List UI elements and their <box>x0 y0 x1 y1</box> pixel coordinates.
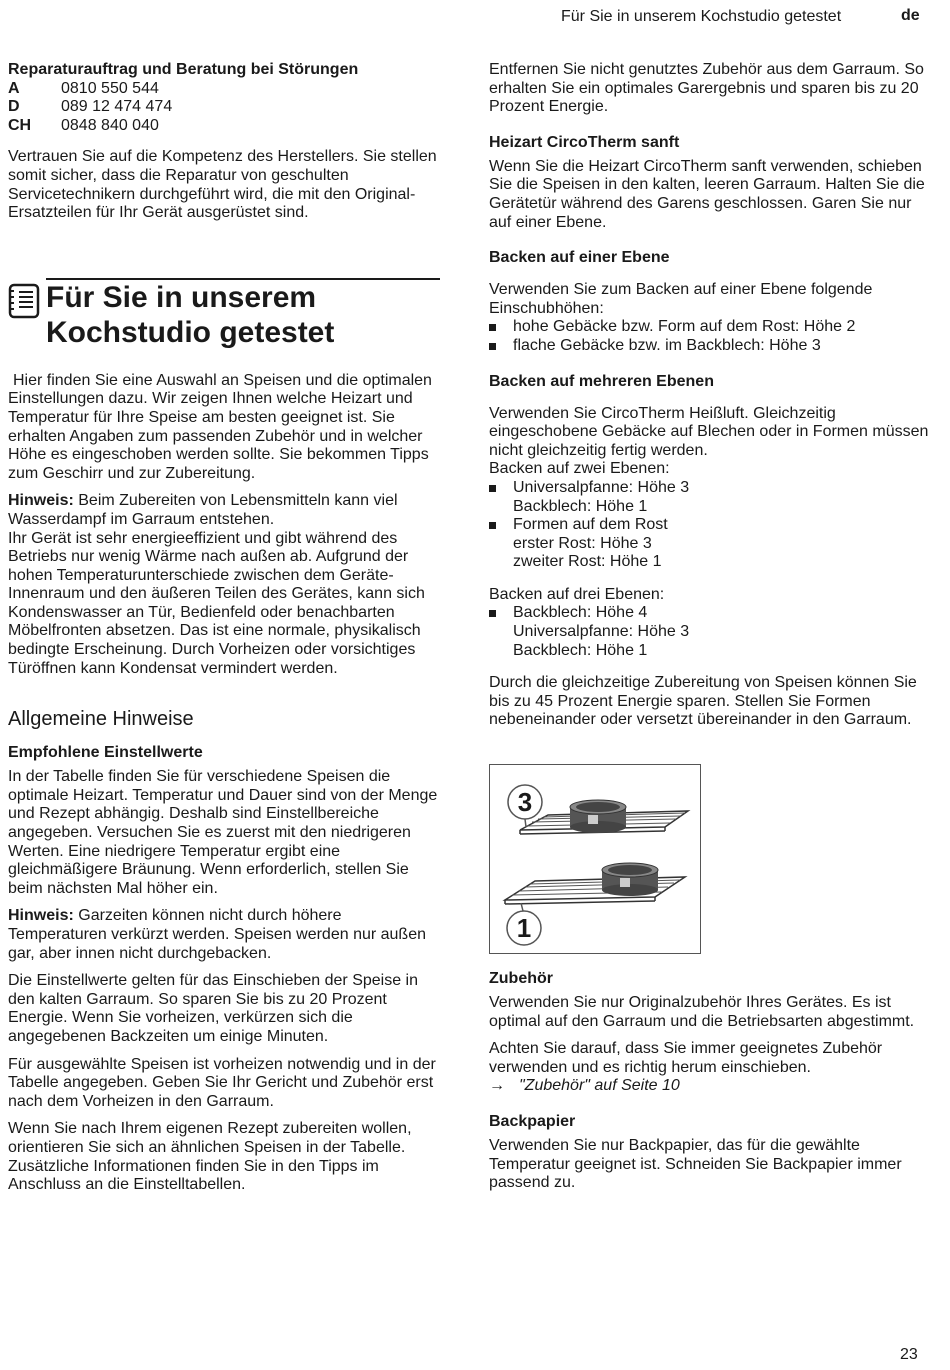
general-paragraph: Wenn Sie nach Ihrem eigenen Rezept zubereiten wollen, orientieren Sie sich an ähnlichen Speisen in der Tabelle. Zusätzliche Informationen finden Sie in den Tipps im Anschluss an die Einstelltabellen. <box>8 1120 412 1194</box>
oven-racks-figure <box>489 764 701 954</box>
one-level-list <box>489 318 929 355</box>
language-tag: de <box>901 7 920 24</box>
general-title: Allgemeine Hinweise <box>8 708 194 731</box>
section-heading <box>8 280 440 350</box>
three-levels-label: Backen auf drei Ebenen: <box>489 585 665 603</box>
right-column-lower <box>489 969 929 1193</box>
list-item: flache Gebäcke bzw. im Backblech: Höhe 3 <box>489 337 929 356</box>
list-line: Backblech: Höhe 1 <box>513 641 648 659</box>
note-label: Hinweis: <box>8 907 74 925</box>
note-text: Beim Zubereiten von Lebensmitteln kann viel Wasserdampf im Garraum entstehen. <box>8 492 398 528</box>
phone-row <box>8 80 440 99</box>
one-level-title: Backen auf einer Ebene <box>489 249 670 267</box>
phone-row <box>8 117 440 136</box>
note-text: Garzeiten können nicht durch höhere Temperaturen verkürzt werden. Speisen werden nur außen gar, aber innen nicht durchgebacken. <box>8 907 426 962</box>
circotherm-text: Wenn Sie die Heizart CircoTherm sanft verwenden, schieben Sie die Speisen in den kalten, leeren Garraum. Halten Sie die Gerätetür während des Garens geschlossen. Garen Sie nur auf einer Ebene. <box>489 157 925 231</box>
section-title <box>46 280 334 350</box>
right-paragraph: Entfernen Sie nicht genutztes Zubehör aus dem Garraum. So erhalten Sie ein optimales Garergebnis und sparen bis zu 20 Prozent Energie. <box>489 61 924 116</box>
phone-country: D <box>8 98 20 116</box>
baking-paper-text: Verwenden Sie nur Backpapier, das für die gewählte Temperatur geeignet ist. Schneiden Sie Backpapier immer passend zu. <box>489 1136 902 1192</box>
arrow-right-icon: → <box>489 1077 505 1095</box>
accessory-text: Achten Sie darauf, dass Sie immer geeignetes Zubehör verwenden und es richtig herum einschieben. <box>489 1040 883 1076</box>
running-header: Für Sie in unserem Kochstudio getestet <box>561 8 842 25</box>
multi-level-title: Backen auf mehreren Ebenen <box>489 372 714 390</box>
list-item <box>489 604 929 660</box>
book-icon <box>8 283 42 319</box>
recommended-text: In der Tabelle finden Sie für verschiedene Speisen die optimale Heizart. Temperatur und Dauer sind von der Menge und Rezept abhängig. Deshalb sind Einstellbereiche angegeben. Versuchen Sie es zuerst mit den niedrigeren Werten. Eine niedrigere Temperatur ergibt eine gleichmäßigere Bräunung. Wenn erforderlich, stellen Sie beim nächsten Mal höher ein. <box>8 768 438 897</box>
accessory-text: Verwenden Sie nur Originalzubehör Ihres Gerätes. Es ist optimal auf den Garraum und die Betriebsarten abgestimmt. <box>489 994 915 1030</box>
list-item <box>489 516 929 572</box>
section-block <box>8 278 440 350</box>
three-levels-list <box>489 604 929 660</box>
two-levels-list <box>489 479 929 572</box>
one-level-text: Verwenden Sie zum Backen auf einer Ebene folgende Einschubhöhen: <box>489 281 873 317</box>
note-more: Ihr Gerät ist sehr energieeffizient und gibt während des Betriebs nur wenig Wärme nach außen ab. Aufgrund der hohen Temperaturunterschiede zwischen dem Geräte-Innenraum und den äußeren Teilen des Gerätes, kann sich Kondenswasser an Tür, Bedienfeld oder benachbarten Möbelfronten absetzen. Das ist eine normale, physikalisch bedingte Erscheinung. Durch Vorheizen oder vorsichtiges Türöffnen kann Kondensat vermindert werden. <box>8 529 425 677</box>
list-line: Formen auf dem Rost <box>513 516 668 534</box>
left-column <box>8 61 440 1195</box>
phone-country: A <box>8 79 20 97</box>
note-paragraph <box>8 907 440 963</box>
phone-number: 0810 550 544 <box>61 79 159 97</box>
multi-level-text: Verwenden Sie CircoTherm Heißluft. Gleichzeitig eingeschobene Gebäcke auf Blechen oder in Formen müssen nicht gleichzeitig fertig werden. <box>489 404 929 459</box>
phone-list <box>8 80 440 136</box>
cake-tin-icon <box>570 800 626 833</box>
list-line: Universalpfanne: Höhe 3 <box>513 623 690 641</box>
phone-country: CH <box>8 116 32 134</box>
level-label: 1 <box>516 913 532 943</box>
list-line: Universalpfanne: Höhe 3 <box>513 478 690 496</box>
recommended-title: Empfohlene Einstellwerte <box>8 744 203 762</box>
level-badge-1 <box>507 903 541 945</box>
page-number: 23 <box>900 1346 918 1363</box>
baking-paper-title: Backpapier <box>489 1112 576 1130</box>
list-line: Backblech: Höhe 4 <box>513 604 648 622</box>
level-label: 3 <box>517 787 533 817</box>
note-label: Hinweis: <box>8 492 74 510</box>
list-line: zweiter Rost: Höhe 1 <box>513 553 662 571</box>
list-item: hohe Gebäcke bzw. Form auf dem Rost: Höhe 2 <box>489 318 929 337</box>
oven-racks-illustration <box>490 765 700 953</box>
phone-row <box>8 98 440 117</box>
cross-reference <box>489 1077 929 1096</box>
phone-number: 0848 840 040 <box>61 116 159 134</box>
repair-title: Reparaturauftrag und Beratung bei Störungen <box>8 61 359 78</box>
circotherm-title: Heizart CircoTherm sanft <box>489 133 680 151</box>
section-title-line: Für Sie in unserem <box>46 280 317 314</box>
accessory-title: Zubehör <box>489 970 553 987</box>
two-levels-label: Backen auf zwei Ebenen: <box>489 460 670 478</box>
cross-reference-link[interactable]: "Zubehör" auf Seite 10 <box>519 1077 680 1095</box>
general-paragraph: Für ausgewählte Speisen ist vorheizen notwendig und in der Tabelle angegeben. Geben Sie Ihr Gericht und Zubehör erst nach dem Vorheizen in den Garraum. <box>8 1055 436 1110</box>
list-line: erster Rost: Höhe 3 <box>513 534 652 552</box>
multi-level-end: Durch die gleichzeitige Zubereitung von Speisen können Sie bis zu 45 Prozent Energie sparen. Stellen Sie Formen nebeneinander oder versetzt übereinander in den Garraum. <box>489 674 917 729</box>
repair-text: Vertrauen Sie auf die Kompetenz des Herstellers. Sie stellen somit sicher, dass die Reparatur von geschulten Servicetechnikern durchgeführt wird, die mit den Original-Ersatzteilen für Ihr Gerät ausgerüstet sind. <box>8 148 437 222</box>
right-column <box>489 61 929 730</box>
general-paragraph: Die Einstellwerte gelten für das Einschieben der Speise in den kalten Garraum. So sparen Sie bis zu 20 Prozent Energie. Wenn Sie vorheizen, verkürzen sich die angegebenen Backzeiten um einige Minuten. <box>8 972 419 1045</box>
list-line: Backblech: Höhe 1 <box>513 497 648 515</box>
list-item <box>489 479 929 516</box>
note-paragraph <box>8 492 440 529</box>
section-title-line: Kochstudio getestet <box>46 315 335 349</box>
section-intro: Hier finden Sie eine Auswahl an Speisen und die optimalen Einstellungen dazu. Wir zeigen Ihnen welche Heizart und Temperatur für Ihre Speise am besten geeignet ist. Sie erhalten Angaben zum passenden Zubehör und in welcher Höhe es eingeschoben werden sollte. Sie bekommen Tipps zum Geschirr und zur Zubereitung. <box>8 371 432 482</box>
cake-tin-icon <box>602 863 658 896</box>
phone-number: 089 12 474 474 <box>61 98 173 116</box>
